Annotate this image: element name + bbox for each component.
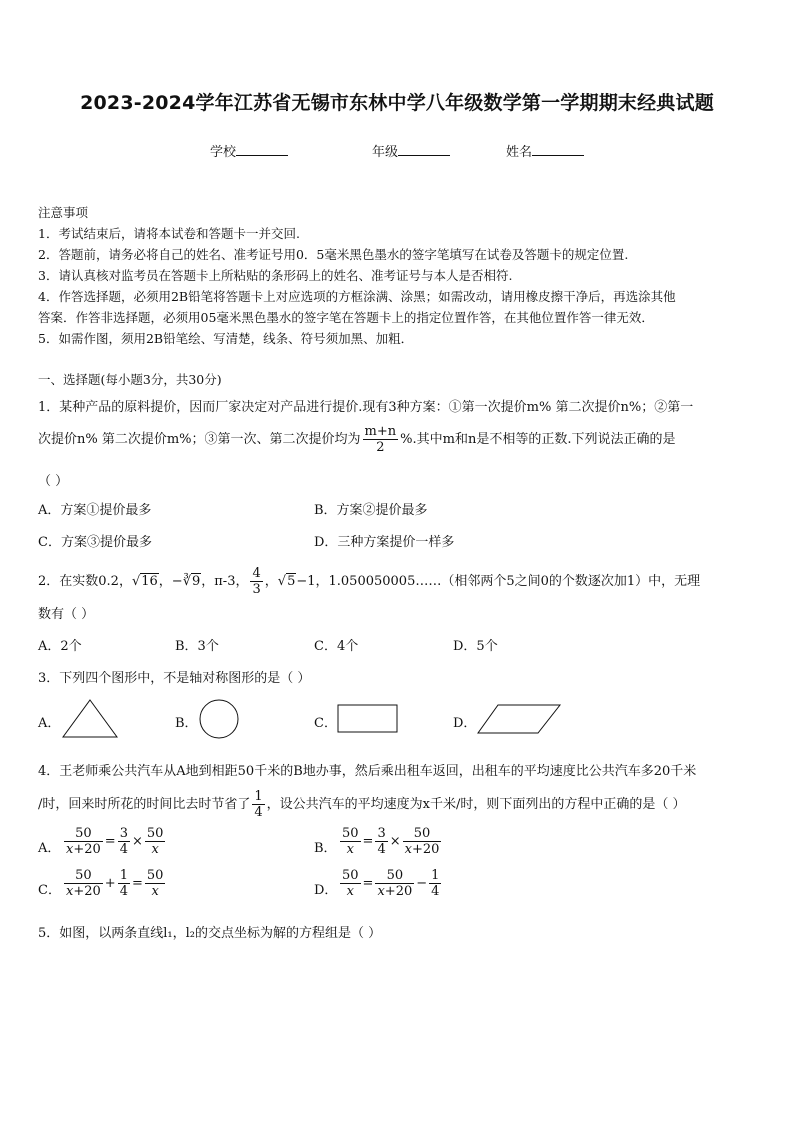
notice-item: 答案．作答非选择题，必须用05毫米黑色墨水的签字笔在答题卡上的指定位置作答，在其他位置作答一律无效．	[38, 310, 654, 325]
notice-item: 4．作答选择题，必须用2B铅笔将答题卡上对应选项的方框涂满、涂黑；如需改动，请用橡皮擦干净后，再选涂其他	[38, 289, 676, 304]
q2-sqrt16: 16	[141, 574, 158, 589]
q4-formula-d: $\frac{50}{x}$ = $\frac{50}{x+20}$ − $\frac{1}{4}$	[342, 868, 440, 899]
q2-mid: ，π-3，	[201, 574, 249, 589]
q2-line2: 数有（ ）	[38, 607, 95, 622]
q2-line1: 2．在实数0.2，√16，−∛9，π-3， $\frac{4}{3}$ ，√5−1，1.050050005……（相邻两个5之间0的个数逐次加1）中，无理	[38, 566, 701, 597]
q4-line2b: ，设公共汽车的平均速度为x千米/时，则下面列出的方程中正确的是（ ）	[266, 797, 686, 812]
q4-formula-a: $\frac{50}{x+20}$ = $\frac{3}{4}$ × $\frac{50}{x}$	[66, 826, 164, 857]
circle-figure	[197, 698, 243, 742]
q3-stem: 3．下列四个图形中，不是轴对称图形的是（ ）	[38, 671, 311, 686]
q2-frac-den: 3	[252, 582, 261, 597]
parallelogram-figure	[476, 703, 562, 735]
name-label: 姓名	[506, 145, 533, 160]
q2-option-a[interactable]: A．2个	[38, 639, 82, 654]
notice-item: 1．考试结束后，请将本试卷和答题卡一并交回.	[38, 226, 300, 241]
school-field[interactable]	[210, 141, 288, 160]
q2-cbrt9: 9	[191, 574, 201, 589]
grade-blank[interactable]	[398, 143, 450, 156]
q3-option-c[interactable]: C．	[314, 716, 337, 731]
q2-frac-num: 4	[252, 566, 261, 581]
notice-item: 2．答题前，请务必将自己的姓名、准考证号用0．5毫米黑色墨水的签字笔填写在试卷及答题卡的规定位置.	[38, 247, 629, 262]
q1-line2	[38, 424, 675, 455]
q2-lead: 2．在实数0.2，	[38, 574, 132, 589]
q1-line1: 1．某种产品的原料提价，因而厂家决定对产品进行提价.现有3种方案：①第一次提价m% 第二次提价n%；②第一	[38, 400, 694, 415]
triangle-figure	[60, 697, 120, 741]
q3-option-b[interactable]: B．	[175, 716, 198, 731]
q1-option-a[interactable]: A．方案①提价最多	[38, 503, 152, 518]
page-title: 2023-2024学年江苏省无锡市东林中学八年级数学第一学期期末经典试题	[80, 92, 714, 114]
q1-line2b: %.其中m和n是不相等的正数.下列说法正确的是	[400, 432, 676, 447]
grade-label: 年级	[372, 145, 399, 160]
q2-option-d[interactable]: D．5个	[453, 639, 498, 654]
q4-line2	[38, 789, 686, 820]
rectangle-figure	[337, 704, 399, 734]
q1-frac-num: m+n	[364, 424, 397, 439]
q1-paren: （ ）	[38, 474, 69, 489]
q4-line2a: /时，回来时所花的时间比去时节省了	[38, 797, 251, 812]
section-heading: 一、选择题(每小题3分，共30分)	[38, 372, 222, 387]
q2-option-b[interactable]: B．3个	[175, 639, 219, 654]
q4-option-c[interactable]: C．	[38, 883, 61, 898]
q4-option-b[interactable]: B．	[314, 841, 337, 856]
q2-tail: −1，1.050050005……（相邻两个5之间0的个数逐次加1）中，无理	[296, 574, 701, 589]
q4-formula-c: $\frac{50}{x+20}$ + $\frac{1}{4}$ = $\frac{50}{x}$	[66, 868, 164, 899]
q4-line1: 4．王老师乘公共汽车从A地到相距50千米的B地办事，然后乘出租车返回，出租车的平均速度比公共汽车多20千米	[38, 764, 697, 779]
q4-frac-num: 1	[254, 789, 263, 804]
name-blank[interactable]	[532, 143, 584, 156]
q1-fraction	[363, 424, 399, 455]
q1-option-b[interactable]: B．方案②提价最多	[314, 503, 428, 518]
q5-stem: 5．如图，以两条直线l₁，l₂的交点坐标为解的方程组是（ ）	[38, 926, 382, 941]
q4-frac-den: 4	[254, 805, 263, 820]
q4-fraction	[252, 789, 264, 820]
q4-option-a[interactable]: A．	[38, 841, 61, 856]
school-label: 学校	[210, 145, 237, 160]
grade-field[interactable]	[372, 141, 450, 160]
name-field[interactable]	[506, 141, 584, 160]
q4-option-d[interactable]: D．	[314, 883, 338, 898]
q2-sqrt5: 5	[287, 574, 296, 589]
q4-formula-b: $\frac{50}{x}$ = $\frac{3}{4}$ × $\frac{50}{x+20}$	[342, 826, 440, 857]
q1-option-c[interactable]: C．方案③提价最多	[38, 535, 152, 550]
notice-item: 3．请认真核对监考员在答题卡上所粘贴的条形码上的姓名、准考证号与本人是否相符.	[38, 268, 513, 283]
notice-item: 5．如需作图，须用2B铅笔绘、写清楚，线条、符号须加黑、加粗．	[38, 331, 414, 346]
q1-line2a: 次提价n% 第二次提价m%；③第一次、第二次提价均为	[38, 432, 361, 447]
q1-option-d[interactable]: D．三种方案提价一样多	[314, 535, 455, 550]
q3-option-d[interactable]: D．	[453, 716, 477, 731]
school-blank[interactable]	[236, 143, 288, 156]
q2-fraction	[250, 566, 262, 597]
q1-frac-den: 2	[376, 440, 385, 455]
q3-option-a[interactable]: A．	[38, 716, 61, 731]
notice-heading: 注意事项	[38, 205, 89, 220]
q2-option-c[interactable]: C．4个	[314, 639, 359, 654]
